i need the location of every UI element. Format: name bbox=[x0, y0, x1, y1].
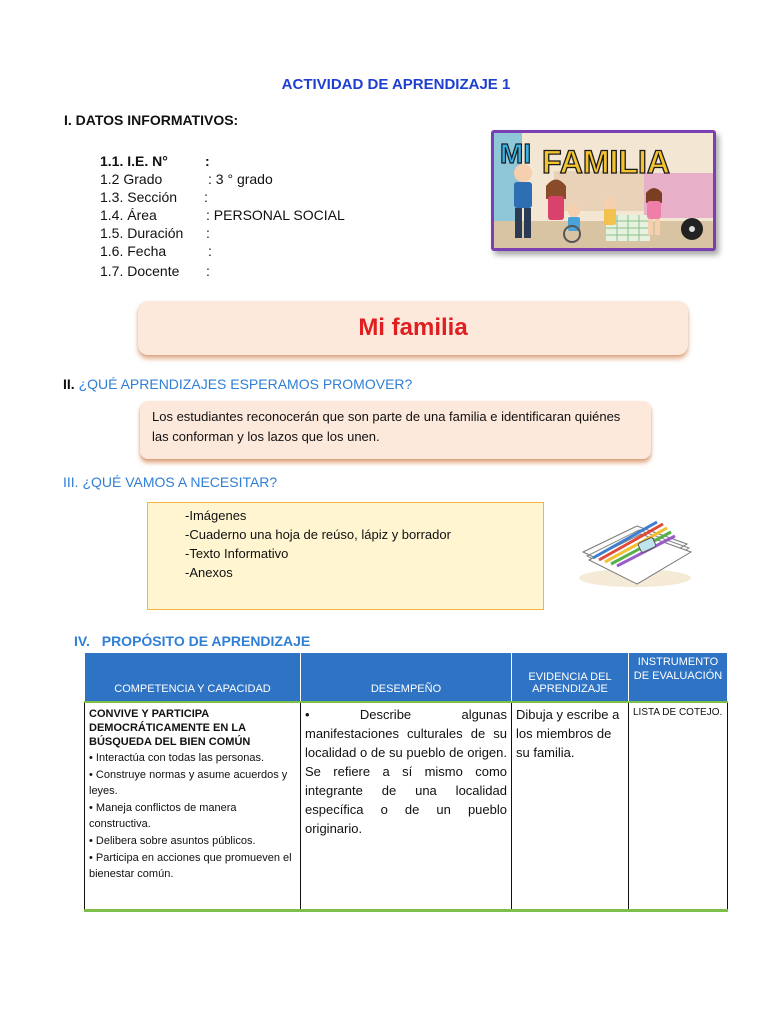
dato-value: : PERSONAL SOCIAL bbox=[206, 207, 345, 223]
cell-competencia bbox=[85, 702, 301, 911]
material-item: -Imágenes bbox=[185, 508, 247, 523]
family-cartoon-image bbox=[494, 133, 713, 248]
section-3-number: III. bbox=[63, 474, 79, 490]
section-2-number: II. bbox=[63, 376, 75, 392]
material-item: -Texto Informativo bbox=[185, 546, 289, 561]
dato-label: 1.5. Duración bbox=[100, 225, 184, 241]
datos-informativos-list bbox=[100, 152, 345, 280]
family-illustration bbox=[491, 130, 716, 251]
notebook-pencils-illustration bbox=[575, 512, 695, 590]
dato-value: : bbox=[206, 225, 210, 241]
dato-value: : bbox=[206, 263, 210, 279]
header-desempeno: DESEMPEÑO bbox=[301, 653, 512, 703]
dato-grado bbox=[100, 170, 273, 188]
dato-area bbox=[100, 206, 345, 224]
dato-duracion bbox=[100, 224, 210, 242]
material-item: -Cuaderno una hoja de reúso, lápiz y borrador bbox=[185, 527, 451, 542]
dato-value: : bbox=[204, 189, 208, 205]
desempeno-text: • Describe algunas manifestaciones culturales de su localidad o de su pueblo de origen. Se refiere a sí mismo como integrante de una localidad específica o de un pueblo originario. bbox=[305, 707, 507, 836]
dato-label: 1.7. Docente bbox=[100, 263, 180, 279]
section-2-heading bbox=[63, 376, 412, 392]
section-3-title: ¿QUÉ VAMOS A NECESITAR? bbox=[82, 474, 278, 490]
header-evidencia: EVIDENCIA DEL APRENDIZAJE bbox=[512, 653, 629, 703]
section-4-heading bbox=[74, 633, 310, 649]
header-competencia: COMPETENCIA Y CAPACIDAD bbox=[85, 653, 301, 703]
dato-seccion bbox=[100, 188, 208, 206]
cell-evidencia bbox=[512, 702, 629, 911]
materiales-box bbox=[147, 502, 544, 610]
illustration-title-mi: MI bbox=[500, 138, 532, 169]
proposito-table bbox=[84, 652, 728, 912]
section-4-number: IV. bbox=[74, 633, 90, 649]
dato-label: 1.1. I.E. N° bbox=[100, 153, 168, 169]
dato-label: 1.4. Área bbox=[100, 207, 157, 223]
dato-docente bbox=[100, 262, 210, 280]
dato-fecha bbox=[100, 242, 212, 260]
cell-instrumento bbox=[629, 702, 728, 911]
material-item: -Anexos bbox=[185, 565, 233, 580]
cell-desempeno bbox=[301, 702, 512, 911]
dato-ie bbox=[100, 152, 210, 170]
dato-label: 1.2 Grado bbox=[100, 171, 163, 187]
dato-value: : 3 ° grado bbox=[208, 171, 273, 187]
table-row bbox=[85, 702, 728, 911]
header-instrumento: INSTRUMENTO DE EVALUACIÓN bbox=[629, 653, 728, 703]
capacidad-item: • Participa en acciones que promueven el bienestar común. bbox=[89, 852, 292, 880]
section-4-title: PROPÓSITO DE APRENDIZAJE bbox=[101, 633, 311, 649]
capacidad-item: • Construye normas y asume acuerdos y leyes. bbox=[89, 769, 288, 797]
table-header-row bbox=[85, 653, 728, 703]
section-2-title: ¿QUÉ APRENDIZAJES ESPERAMOS PROMOVER? bbox=[78, 376, 413, 392]
section-1-heading: I. DATOS INFORMATIVOS: bbox=[64, 112, 239, 128]
competencia-title: CONVIVE Y PARTICIPA DEMOCRÁTICAMENTE EN LA BÚSQUEDA DEL BIEN COMÚN bbox=[89, 708, 251, 748]
topic-banner: Mi familia bbox=[138, 301, 688, 355]
document-title: ACTIVIDAD DE APRENDIZAJE 1 bbox=[281, 76, 511, 93]
section-3-heading bbox=[63, 474, 277, 490]
capacidad-item: • Maneja conflictos de manera constructiva. bbox=[89, 802, 237, 830]
capacidad-item: • Delibera sobre asuntos públicos. bbox=[89, 835, 256, 847]
evidencia-text: Dibuja y escribe a los miembros de su familia. bbox=[516, 707, 620, 760]
dato-label: 1.3. Sección bbox=[100, 189, 178, 205]
dato-value: : bbox=[208, 243, 212, 259]
dato-label: 1.6. Fecha bbox=[100, 243, 167, 259]
instrumento-text: LISTA DE COTEJO. bbox=[633, 707, 723, 718]
capacidad-item: • Interactúa con todas las personas. bbox=[89, 752, 265, 764]
aprendizajes-box: Los estudiantes reconocerán que son parte de una familia e identificaran quiénes las conforman y los lazos que los unen. bbox=[140, 401, 651, 459]
dato-value: : bbox=[205, 153, 210, 169]
illustration-title-familia: FAMILIA bbox=[542, 144, 670, 180]
